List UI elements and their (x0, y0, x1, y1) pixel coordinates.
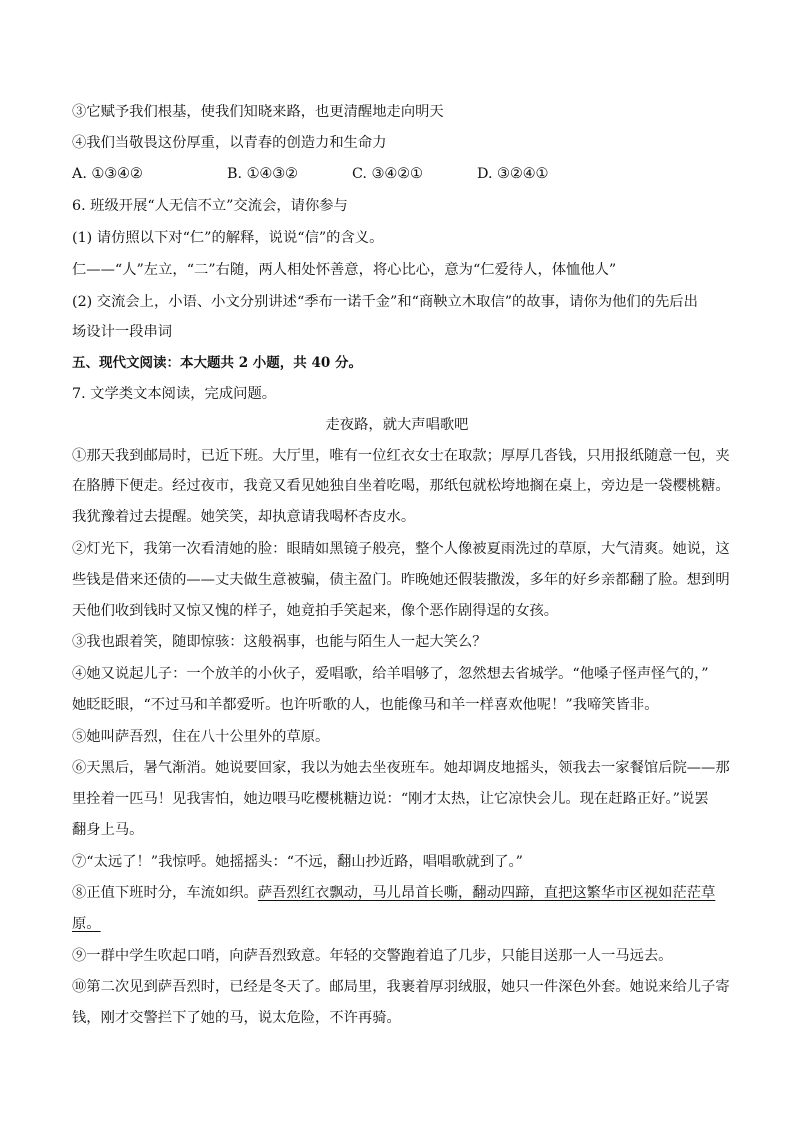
choice-c[interactable]: C. ③④②① (352, 166, 423, 182)
story-line: 天他们收到钱时又惊又愧的样子，她竟拍手笑起来，像个恶作剧得逞的女孩。 (72, 603, 559, 619)
option-item-3: ③它赋予我们根基，使我们知晓来路，也更清醒地走向明天 (72, 104, 444, 120)
story-line: ⑨一群中学生吹起口哨，向萨吾烈致意。年轻的交警跑着追了几步，只能目送那一人一马远去。 (72, 948, 673, 964)
ren-explanation: 仁——“人”左立，“二”右随，两人相处怀善意，将心比心，意为“仁爱待人，体恤他人” (72, 262, 617, 278)
question-7-intro: 7. 文学类文本阅读，完成问题。 (72, 386, 277, 402)
option-item-4: ④我们当敬畏这份厚重，以青春的创造力和生命力 (72, 135, 387, 151)
story-line: 在胳膊下便走。经过夜市，我竟又看见她独自坐着吃喝，那纸包就松垮地搁在桌上，旁边是一袋樱桃糖。 (72, 478, 730, 494)
story-line: 钱，刚才交警拦下了她的马，说太危险，不许再骑。 (72, 1010, 401, 1026)
story-line: ②灯光下，我第一次看清她的脸：眼睛如黑镜子般亮，整个人像被夏雨洗过的草原，大气清爽。她说，这 (72, 541, 730, 557)
choice-d[interactable]: D. ③②④① (477, 166, 549, 182)
story-line: ⑥天黑后，暑气渐消。她说要回家，我以为她去坐夜班车。她却调皮地摇头，领我去一家餐馆后院——那 (72, 760, 730, 776)
story-line: ⑦“太远了！”我惊呼。她摇摇头：“不远，翻山抄近路，唱唱歌就到了。” (72, 854, 523, 870)
section-5-heading: 五、现代文阅读：本大题共 2 小题，共 40 分。 (72, 355, 362, 371)
question-6-sub1: (1) 请仿照以下对“仁”的解释，说说“信”的含义。 (72, 230, 384, 246)
choice-b[interactable]: B. ①④③② (227, 166, 298, 182)
story-line: 她眨眨眼，“不过马和羊都爱听。也许听歌的人，也能像马和羊一样喜欢他呢！”我啼笑皆非。 (72, 697, 659, 713)
p8-underlined-text-end: 原。 (72, 916, 101, 932)
story-line: ⑩第二次见到萨吾烈时，已经是冬天了。邮局里，我裹着厚羽绒服，她只一件深色外套。她说来给儿子寄 (72, 979, 730, 995)
question-6-sub2-line2: 场设计一段串词 (72, 324, 173, 340)
choice-a[interactable]: A. ①③④② (72, 166, 143, 182)
story-line: ③我也跟着笑，随即惊骇：这般祸事，也能与陌生人一起大笑么？ (72, 634, 487, 650)
story-line: ④她又说起儿子：一个放羊的小伙子，爱唱歌，给羊唱够了，忽然想去省城学。“他嗓子怪声怪气的，” (72, 666, 709, 682)
story-line: 些钱是借来还债的——丈夫做生意被骗，债主盈门。昨晚她还假装撒泼，多年的好乡亲都翻了脸。想到明 (72, 572, 730, 588)
story-line: ①那天我到邮局时，已近下班。大厅里，唯有一位红衣女士在取款；厚厚几沓钱，只用报纸随意一包，夹 (72, 448, 730, 464)
story-line: ⑤她叫萨吾烈，住在八十公里外的草原。 (72, 729, 330, 745)
p8-underlined-text: 萨吾烈红衣飘动，马儿昂首长嘶，翻动四蹄，直把这繁华市区视如茫茫草 (257, 885, 716, 901)
story-line: 翻身上马。 (72, 822, 144, 838)
story-line: 我犹豫着过去提醒。她笑笑，却执意请我喝杯杏皮水。 (72, 509, 416, 525)
question-6-title: 6. 班级开展“人无信不立”交流会，请你参与 (72, 198, 348, 214)
story-paragraph-8 (72, 883, 715, 903)
story-title: 走夜路，就大声唱歌吧 (325, 417, 469, 433)
question-6-sub2-line1: (2) 交流会上，小语、小文分别讲述“季布一诺千金”和“商鞅立木取信”的故事，请你为他们的先后出 (72, 294, 698, 310)
p8-plain-text: ⑧正值下班时分，车流如织。 (72, 885, 258, 901)
story-line: 里拴着一匹马！见我害怕，她边喂马吃樱桃糖边说：“刚才太热，让它凉快会儿。现在赶路正好。”说罢 (72, 791, 709, 807)
